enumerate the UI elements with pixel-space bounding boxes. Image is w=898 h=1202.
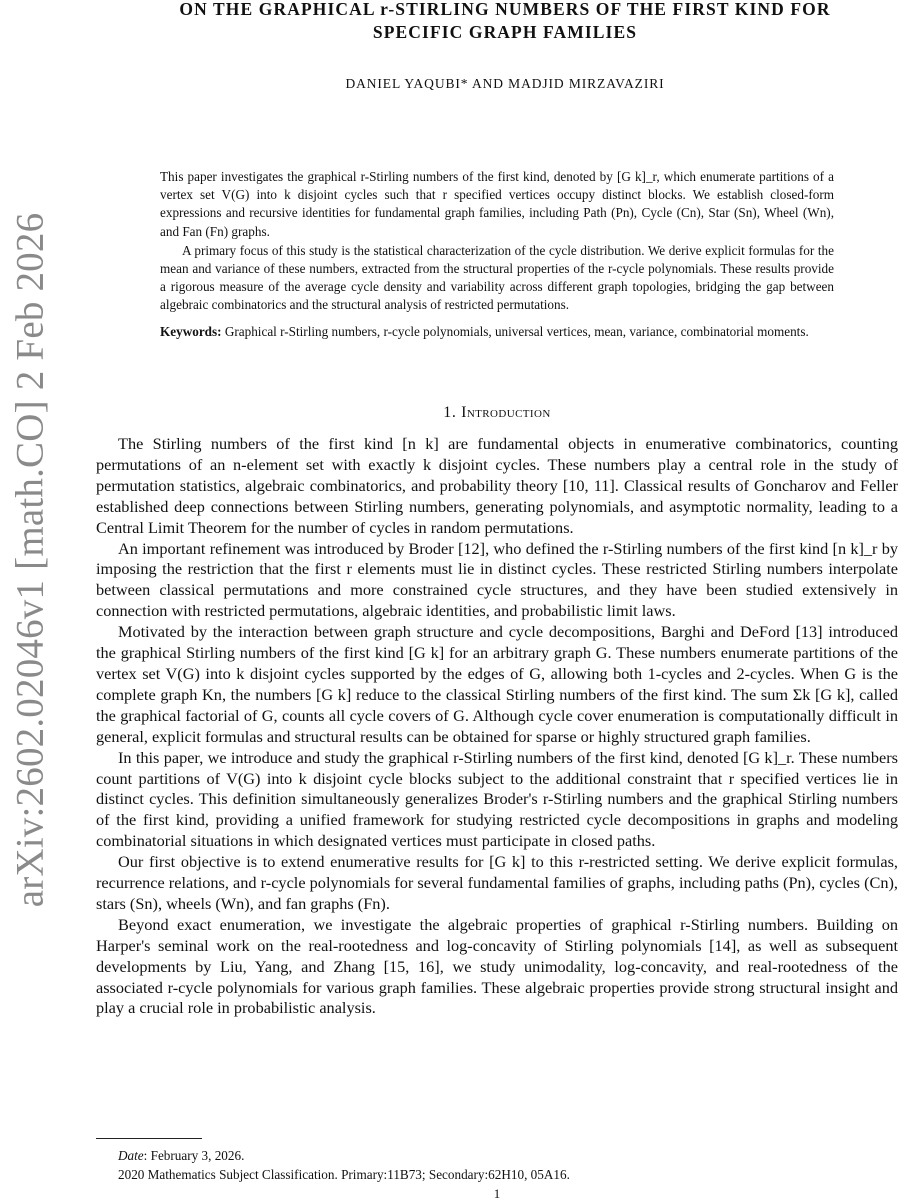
msc-value: Primary:11B73; Secondary:62H10, 05A16.	[341, 1167, 570, 1182]
msc-label: 2020 Mathematics Subject Classification.	[118, 1167, 338, 1182]
arxiv-side-stamp	[0, 212, 60, 908]
date-label: Date	[118, 1148, 144, 1163]
keywords	[160, 323, 834, 341]
section-heading	[96, 404, 898, 422]
abstract-paragraph-2: A primary focus of this study is the statistical characterization of the cycle distribution. We derive explicit formulas for the mean and variance of these numbers, extracted from the structural properties of the r-cycle polynomials. These results provide a rigorous measure of the average cycle density and variability across different graph topologies, bridging the gap between algebraic combinatorics and the structural analysis of restricted permutations.	[160, 242, 834, 313]
keywords-text: Graphical r-Stirling numbers, r-cycle polynomials, universal vertices, mean, variance, combinatorial moments.	[224, 323, 809, 339]
arxiv-identifier: arXiv:2602.02046v1 [math.CO] 2 Feb 2026	[8, 212, 52, 908]
footnotes	[96, 1146, 898, 1184]
paragraph-2: An important refinement was introduced by Broder [12], who defined the r-Stirling numbers of the first kind [n k]_r by imposing the restriction that the first r elements must lie in distinct cycles. These restricted Stirling numbers interpolate between classical permutations and more constrained cycle structures, and they have been studied extensively in connection with restricted permutations, algebraic identities, and probabilistic limit laws.	[96, 538, 898, 621]
page-number: 1	[493, 1186, 501, 1201]
title-line-2: SPECIFIC GRAPH FAMILIES	[372, 22, 638, 42]
section-title: Introduction	[461, 404, 551, 421]
paragraph-6: Beyond exact enumeration, we investigate the algebraic properties of graphical r-Stirling numbers. Building on Harper's seminal work on the real-rootedness and log-concavity of Stirling polynomials [14], as well as subsequent developments by Liu, Yang, and Zhang [15, 16], we study unimodality, log-concavity, and real-rootedness of the associated r-cycle polynomials for various graph families. These algebraic properties provide strong structural insight and play a crucial role in probabilistic analysis.	[96, 914, 898, 1018]
paragraph-5: Our first objective is to extend enumerative results for [G k] to this r-restricted setting. We derive explicit formulas, recurrence relations, and r-cycle polynomials for several fundamental families of graphs, including paths (Pn), cycles (Cn), stars (Sn), wheels (Wn), and fan graphs (Fn).	[96, 852, 898, 913]
section-number: 1.	[443, 404, 457, 421]
keywords-label: Keywords:	[160, 323, 222, 339]
abstract	[160, 168, 834, 341]
title-line-1: ON THE GRAPHICAL r-STIRLING NUMBERS OF THE FIRST KIND FOR	[179, 0, 831, 19]
date-value: February 3, 2026.	[150, 1148, 245, 1163]
paper-title	[110, 0, 898, 44]
paragraph-1: The Stirling numbers of the first kind [n k] are fundamental objects in enumerative combinatorics, counting permutations of an n-element set with exactly k disjoint cycles. These numbers play a central role in the study of permutation statistics, algebraic combinatorics, and probability theory [10, 11]. Classical results of Goncharov and Feller established deep connections between Stirling numbers, generating polynomials, and asymptotic normality, leading to a Central Limit Theorem for the number of cycles in random permutations.	[96, 434, 898, 537]
footnote-date: Date: February 3, 2026.	[118, 1148, 245, 1163]
authors: DANIEL YAQUBI* AND MADJID MIRZAVAZIRI	[345, 76, 665, 91]
abstract-paragraph-1: This paper investigates the graphical r-Stirling numbers of the first kind, denoted by [G k]_r, which enumerate partitions of a vertex set V(G) into k disjoint cycles such that r specified vertices occupy distinct blocks. We establish closed-form expressions and recursive identities for fundamental graph families, including Path (Pn), Cycle (Cn), Star (Sn), Wheel (Wn), and Fan (Fn) graphs.	[160, 169, 834, 239]
paragraph-4: In this paper, we introduce and study the graphical r-Stirling numbers of the first kind, denoted [G k]_r. These numbers count partitions of V(G) into k disjoint cycle blocks subject to the additional constraint that r specified vertices lie in distinct cycles. This definition simultaneously generalizes Broder's r-Stirling numbers and the graphical Stirling numbers of the first kind, providing a unified framework for studying restricted cycle decompositions in graphs and modeling combinatorial situations in which designated vertices must participate in closed paths.	[96, 747, 898, 851]
footnote-msc	[96, 1165, 898, 1184]
paragraph-3: Motivated by the interaction between graph structure and cycle decompositions, Barghi and DeFord [13] introduced the graphical Stirling numbers of the first kind [G k] for an arbitrary graph G. These numbers enumerate partitions of the vertex set V(G) into k disjoint cycles supported by the edges of G, allowing both 1-cycles and 2-cycles. When G is the complete graph Kn, the numbers [G k] reduce to the classical Stirling numbers of the first kind. The sum Σk [G k], called the graphical factorial of G, counts all cycle covers of G. Although cycle cover enumeration is computationally difficult in general, explicit formulas and structural results can be obtained for sparse or highly structured graph families.	[96, 622, 898, 746]
footnote-divider	[96, 1138, 202, 1139]
introduction-body	[96, 434, 898, 1019]
